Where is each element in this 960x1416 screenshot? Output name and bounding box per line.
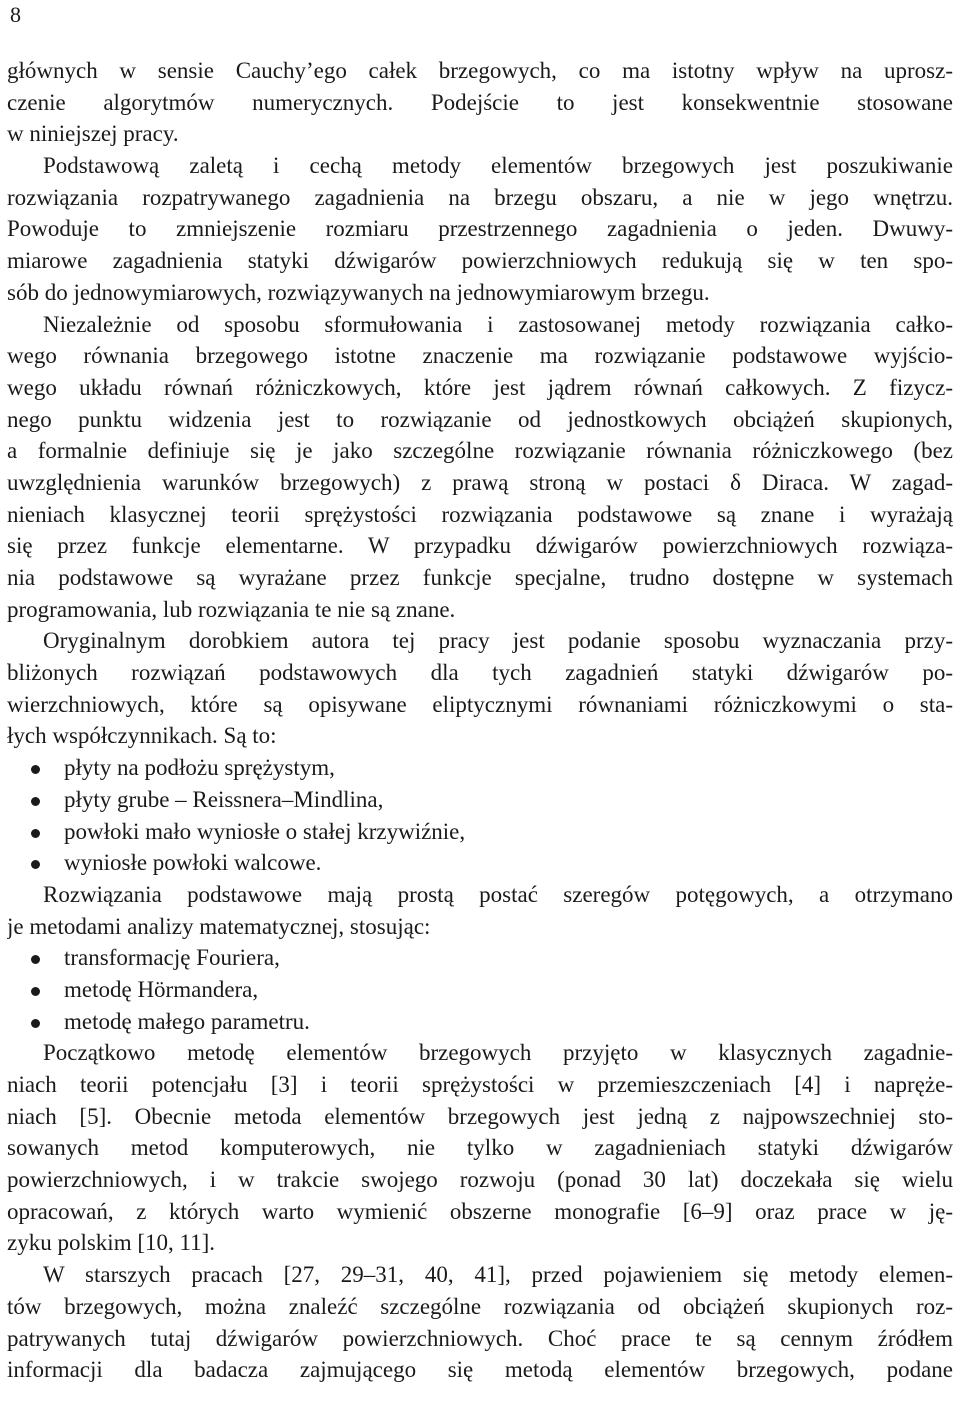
list-item-text: metodę małego parametru. xyxy=(64,1008,310,1034)
list-item-text: metodę Hörmandera, xyxy=(64,976,259,1002)
text-line: sób do jednowymiarowych, rozwiązywanych na jednowymiarowym brzegu. xyxy=(7,279,710,305)
page-number: 8 xyxy=(10,2,21,27)
text-line: wego układu równań różniczkowych, które jest jądrem równań całkowych. Z fizycz- xyxy=(7,374,953,400)
bullet-icon xyxy=(31,765,40,774)
text-line: powierzchniowych, i w trakcie swojego rozwoju (ponad 30 lat) doczekała się wielu xyxy=(7,1167,953,1193)
text-line: Podstawową zaletą i cechą metody elementów brzegowych jest poszukiwanie xyxy=(43,153,953,179)
text-line: Niezależnie od sposobu sformułowania i zastosowanej metody rozwiązania całko- xyxy=(43,311,953,337)
text-line: zyku polskim [10, 11]. xyxy=(7,1230,216,1256)
text-line: się przez funkcje elementarne. W przypadku dźwigarów powierzchniowych rozwiąza- xyxy=(7,533,953,559)
list-item-text: powłoki mało wyniosłe o stałej krzywiźnie, xyxy=(64,818,466,844)
text-line: głównych w sensie Cauchy’ego całek brzegowych, co ma istotny wpływ na uprosz- xyxy=(7,58,953,83)
text-line: niach [5]. Obecnie metoda elementów brzegowych jest jedną z najpowszechniej sto- xyxy=(7,1103,953,1129)
bullet-icon xyxy=(31,1019,40,1028)
bullet-icon xyxy=(31,955,40,964)
text-line: wierzchniowych, które są opisywane eliptycznymi równaniami różniczkowymi o sta- xyxy=(7,691,953,717)
list-item-text: płyty na podłożu sprężystym, xyxy=(64,755,335,781)
text-line: tów brzegowych, można znaleźć szczególne rozwiązania od obciążeń skupionych roz- xyxy=(7,1293,953,1319)
text-line: łych współczynnikach. Są to: xyxy=(7,723,277,749)
bullet-icon xyxy=(31,797,40,806)
text-line: je metodami analizy matematycznej, stosując: xyxy=(7,913,431,939)
bullet-icon xyxy=(31,829,40,838)
text-line: nego punktu widzenia jest to rozwiązanie od jednostkowych obciążeń skupionych, xyxy=(7,406,953,432)
document-body xyxy=(7,55,953,1386)
list-item xyxy=(7,847,953,879)
bullet-icon xyxy=(31,987,40,996)
text-line: Powoduje to zmniejszenie rozmiaru przestrzennego zagadnienia o jeden. Dwuwy- xyxy=(7,216,953,242)
text-line: Początkowo metodę elementów brzegowych przyjęto w klasycznych zagadnie- xyxy=(43,1040,953,1066)
list-item xyxy=(7,752,953,784)
list-item-text: płyty grube – Reissnera–Mindlina, xyxy=(64,786,384,812)
text-line: niach teorii potencjału [3] i teorii sprężystości w przemieszczeniach [4] i napręże- xyxy=(7,1072,953,1097)
text-line: czenie algorytmów numerycznych. Podejście to jest konsekwentnie stosowane xyxy=(7,89,953,115)
list-item xyxy=(7,974,953,1006)
text-line: informacji dla badacza zajmującego się metodą elementów brzegowych, podane xyxy=(7,1357,953,1383)
text-line: sowanych metod komputerowych, nie tylko w zagadnieniach statyki dźwigarów xyxy=(7,1135,953,1161)
text-line: bliżonych rozwiązań podstawowych dla tych zagadnień statyki dźwigarów po- xyxy=(7,660,953,686)
text-line: nieniach klasycznej teorii sprężystości rozwiązania podstawowe są znane i wyrażają xyxy=(7,501,953,527)
text-line: w niniejszej pracy. xyxy=(7,121,179,147)
list-item-text: transformację Fouriera, xyxy=(64,945,280,971)
list-item xyxy=(7,784,953,816)
text-line: uwzględnienia warunków brzegowych) z prawą stroną w postaci δ Diraca. W zagad- xyxy=(7,469,953,495)
text-line: a formalnie definiuje się je jako szczególne rozwiązanie równania różniczkowego (bez xyxy=(7,438,953,464)
bullet-icon xyxy=(31,860,40,869)
text-line: patrywanych tutaj dźwigarów powierzchniowych. Choć prace te są cennym źródłem xyxy=(7,1325,953,1351)
text-line: Oryginalnym dorobkiem autora tej pracy jest podanie sposobu wyznaczania przy- xyxy=(43,628,953,654)
list-item-text: wyniosłe powłoki walcowe. xyxy=(64,850,322,876)
text-line: opracowań, z których warto wymienić obszerne monografie [6–9] oraz prace w ję- xyxy=(7,1198,953,1224)
text-line: W starszych pracach [27, 29–31, 40, 41], przed pojawieniem się metody elemen- xyxy=(43,1262,953,1288)
text-line: Rozwiązania podstawowe mają prostą postać szeregów potęgowych, a otrzymano xyxy=(43,881,953,907)
text-line: miarowe zagadnienia statyki dźwigarów powierzchniowych redukują się w ten spo- xyxy=(7,248,953,274)
list-item xyxy=(7,942,953,974)
text-line: programowania, lub rozwiązania te nie są znane. xyxy=(7,596,456,622)
text-line: wego równania brzegowego istotne znaczenie ma rozwiązanie podstawowe wyjścio- xyxy=(7,343,953,369)
text-line: nia podstawowe są wyrażane przez funkcje specjalne, trudno dostępne w systemach xyxy=(7,565,953,590)
text-line: rozwiązania rozpatrywanego zagadnienia na brzegu obszaru, a nie w jego wnętrzu. xyxy=(7,184,953,210)
list-item xyxy=(7,816,953,848)
list-item xyxy=(7,1006,953,1038)
